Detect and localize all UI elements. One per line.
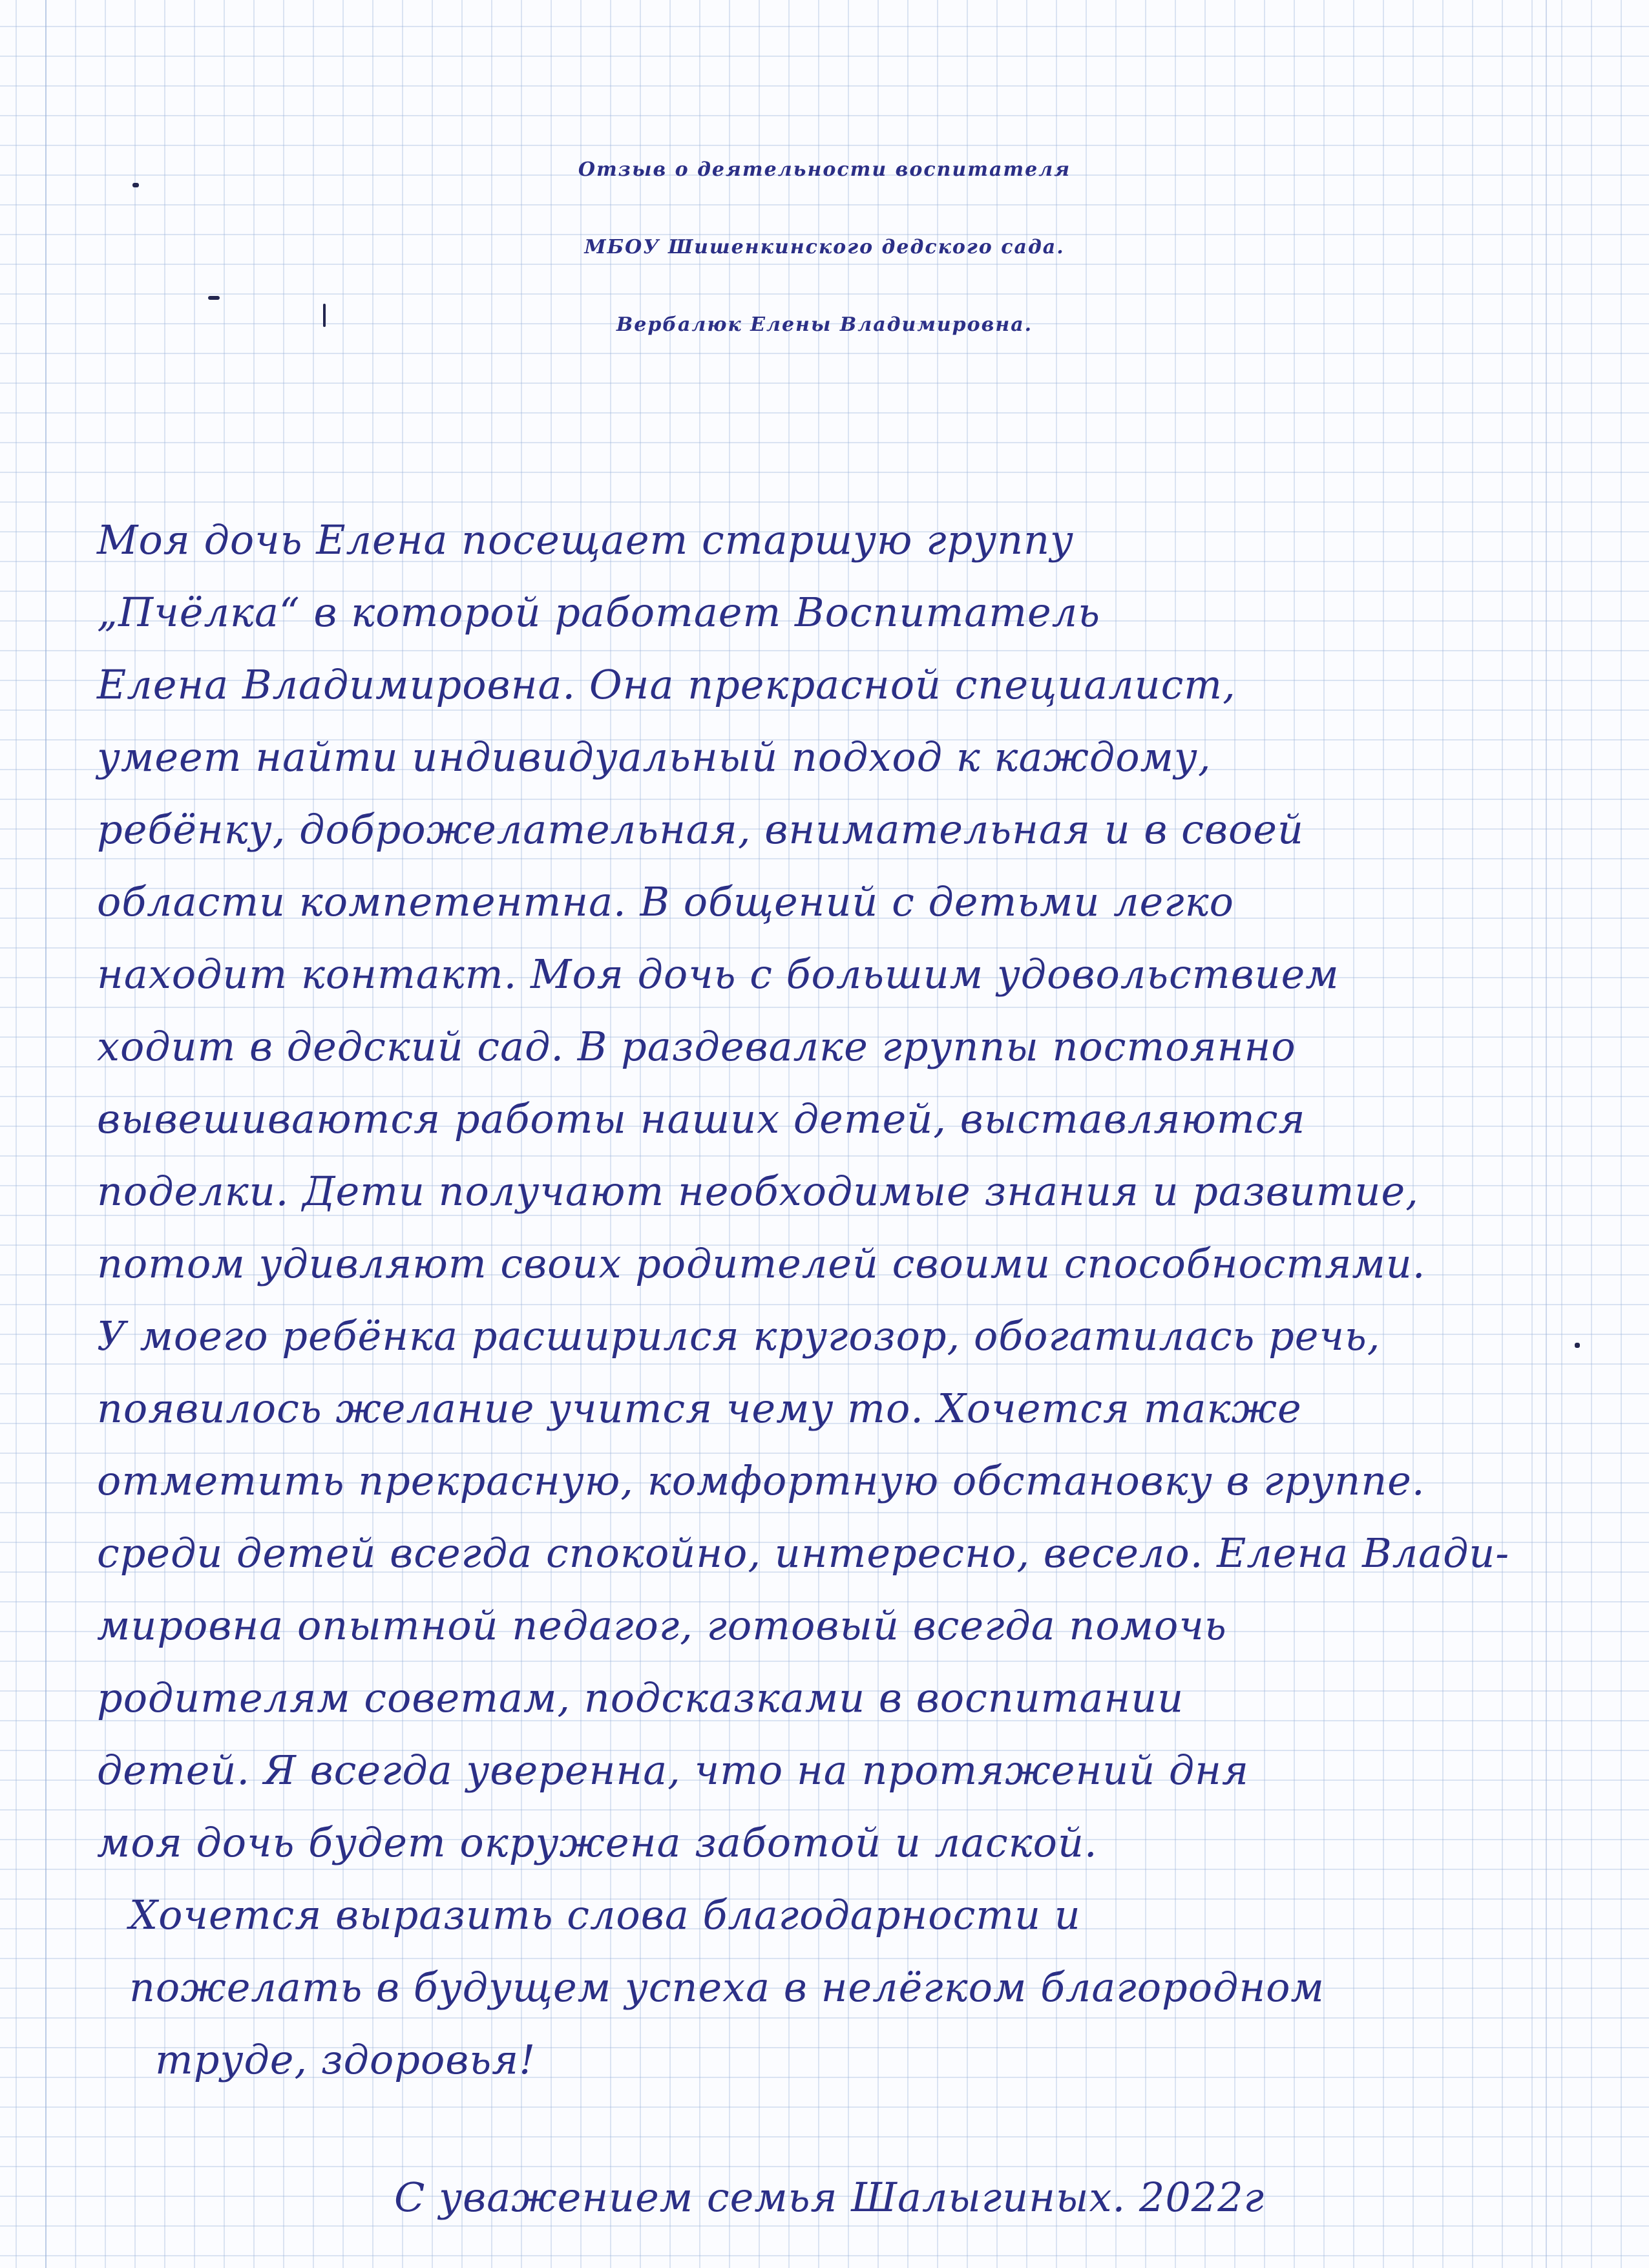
body-line-14: отметить прекрасную, комфортную обстановку в группе. bbox=[97, 1457, 1425, 1504]
ink-speck bbox=[1575, 1343, 1580, 1348]
body-line-3: Елена Владимировна. Она прекрасной специалист, bbox=[97, 661, 1236, 708]
body-line-16: мировна опытной педагог, готовый всегда помочь bbox=[97, 1602, 1227, 1649]
body-line-19: моя дочь будет окружена заботой и лаской. bbox=[97, 1819, 1098, 1866]
body-line-20: Хочется выразить слова благодарности и bbox=[129, 1891, 1081, 1938]
body-line-6: области компетентна. В общений с детьми легко bbox=[97, 878, 1234, 925]
body-line-2: „Пчёлка“ в которой работает Воспитатель bbox=[97, 589, 1100, 636]
body-line-21: пожелать в будущем успеха в нелёгком благородном bbox=[129, 1964, 1325, 2011]
title-line-3: Вербалюк Елены Владимировна. bbox=[616, 313, 1033, 336]
body-line-11: потом удивляют своих родителей своими способностями. bbox=[97, 1240, 1426, 1287]
ink-speck bbox=[132, 183, 139, 187]
ink-speck bbox=[208, 296, 220, 300]
body-line-7: находит контакт. Моя дочь с большим удовольствием bbox=[97, 950, 1339, 998]
body-line-15: среди детей всегда спокойно, интересно, весело. Елена Влади- bbox=[97, 1529, 1510, 1577]
body-line-17: родителям советам, подсказками в воспитании bbox=[97, 1674, 1184, 1721]
left-margin-line bbox=[45, 0, 47, 2268]
body-line-12: У моего ребёнка расширился кругозор, обогатилась речь, bbox=[97, 1312, 1381, 1360]
body-line-8: ходит в дедский сад. В раздевалке группы постоянно bbox=[97, 1023, 1296, 1070]
title-line-2: МБОУ Шишенкинского дедского сада. bbox=[584, 236, 1065, 258]
right-margin-line bbox=[1546, 0, 1547, 2268]
body-line-13: появилось желание учится чему то. Хочется также bbox=[97, 1385, 1302, 1432]
body-line-9: вывешиваются работы наших детей, выставляются bbox=[97, 1095, 1306, 1142]
signature-line: С уважением семья Шалыгиных. 2022г bbox=[394, 2174, 1265, 2221]
body-line-5: ребёнку, доброжелательная, внимательная и в своей bbox=[97, 806, 1304, 853]
body-line-18: детей. Я всегда уверенна, что на протяжений дня bbox=[97, 1747, 1250, 1794]
body-line-10: поделки. Дети получают необходимые знания и развитие, bbox=[97, 1168, 1419, 1215]
body-line-1: Моя дочь Елена посещает старшую группу bbox=[97, 516, 1075, 563]
title-line-1: Отзыв о деятельности воспитателя bbox=[578, 158, 1071, 181]
body-line-4: умеет найти индивидуальный подход к каждому, bbox=[97, 733, 1212, 781]
body-line-22: труде, здоровья! bbox=[155, 2036, 536, 2083]
